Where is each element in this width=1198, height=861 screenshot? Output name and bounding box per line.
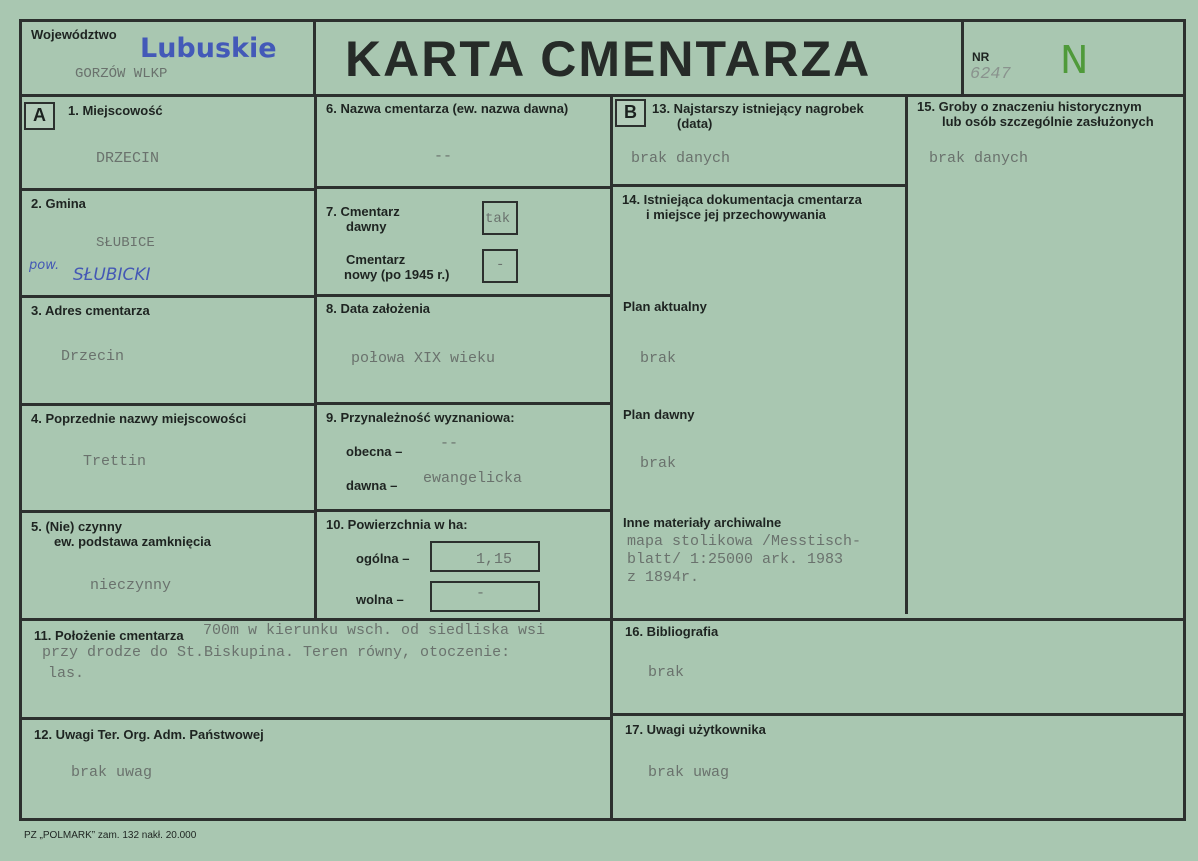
f8-label: 8. Data założenia [326, 301, 431, 316]
section-b-box: B [615, 99, 646, 127]
f10-label: 10. Powierzchnia w ha: [326, 517, 468, 532]
f11-label: 11. Położenie cmentarza [34, 628, 184, 643]
f9-dawna-label: dawna – [346, 478, 398, 493]
plan-aktualny-label: Plan aktualny [623, 299, 707, 314]
f10-ogolna-value: 1,15 [476, 551, 513, 568]
header-sep-1 [313, 19, 316, 97]
f16-label: 16. Bibliografia [625, 624, 719, 639]
printer-imprint: PZ „POLMARK” zam. 132 nakł. 20.000 [24, 830, 197, 841]
border-bottom [19, 818, 1185, 821]
f13-value: brak danych [631, 150, 731, 167]
f17-label: 17. Uwagi użytkownika [625, 722, 766, 737]
f9-obecna-label: obecna – [346, 444, 403, 459]
header-sep-2 [961, 19, 964, 97]
f9-obecna-value: -- [440, 435, 459, 452]
wojewodztwo-old: GORZÓW WLKP [75, 66, 168, 82]
f7-label-line1: 7. Cmentarz [326, 204, 400, 219]
f15-label-line2: lub osób szczególnie zasłużonych [942, 114, 1154, 129]
f16-value: brak [648, 664, 685, 681]
nr-label: NR [972, 50, 990, 64]
col-sep-1 [314, 94, 317, 620]
inne-label: Inne materiały archiwalne [623, 515, 782, 530]
plan-dawny-label: Plan dawny [623, 407, 695, 422]
plan-dawny-value: brak [640, 455, 677, 472]
f9-dawna-value: ewangelicka [423, 470, 523, 487]
f2-label: 2. Gmina [31, 196, 86, 211]
wojewodztwo-stamp: Lubuskie [140, 33, 277, 64]
f13-label-line2: (data) [677, 116, 713, 131]
f3-label: 3. Adres cmentarza [31, 303, 150, 318]
wojewodztwo-label: Województwo [31, 27, 117, 42]
f8-value: połowa XIX wieku [351, 350, 496, 367]
f7-nowy-value: - [496, 257, 505, 273]
f13-label-line1: 13. Najstarszy istniejący nagrobek [652, 101, 864, 116]
f10-ogolna-label: ogólna – [356, 551, 410, 566]
row-line-lower-right [610, 713, 1185, 716]
row-line-l1 [19, 188, 316, 191]
f10-wolna-label: wolna – [356, 592, 404, 607]
f5-value: nieczynny [90, 577, 172, 594]
f2-value: SŁUBICE [96, 235, 155, 251]
f4-label: 4. Poprzednie nazwy miejscowości [31, 411, 247, 426]
header-divider [19, 94, 1185, 97]
row-line-l4 [19, 510, 316, 513]
border-left [19, 19, 22, 821]
f1-label: 1. Miejscowość [68, 103, 163, 118]
row-line-lower-1 [19, 618, 1185, 621]
row-line-lower-left [19, 717, 612, 720]
inne-line2: blatt/ 1:25000 ark. 1983 [627, 551, 844, 568]
f17-value: brak uwag [648, 764, 730, 781]
section-a-box: A [24, 102, 55, 130]
plan-aktualny-value: brak [640, 350, 677, 367]
f12-value: brak uwag [71, 764, 153, 781]
row-line-l3 [19, 403, 316, 406]
f15-label-line1: 15. Groby o znaczeniu historycznym [917, 99, 1142, 114]
page-title: KARTA CMENTARZA [345, 31, 872, 87]
f7-label-line2: dawny [346, 219, 387, 234]
f6-label: 6. Nazwa cmentarza (ew. nazwa dawna) [326, 101, 569, 116]
f2-pow-value: SŁUBICKI [73, 265, 151, 285]
f6-value: -- [434, 148, 453, 165]
f9-label: 9. Przynależność wyznaniowa: [326, 410, 515, 425]
border-right [1183, 19, 1186, 821]
nr-value: 6247 [970, 65, 1011, 84]
f14-label-line2: i miejsce jej przechowywania [646, 207, 826, 222]
f12-label: 12. Uwagi Ter. Org. Adm. Państwowej [34, 727, 264, 742]
f11-line3: las. [48, 665, 85, 682]
col-sep-3 [905, 94, 908, 614]
f5-label-line2: ew. podstawa zamknięcia [54, 534, 212, 549]
col-sep-2 [610, 94, 613, 820]
f11-line1: 700m w kierunku wsch. od siedliska wsi [203, 622, 546, 639]
row-line-m1 [314, 186, 612, 189]
row-line-l2 [19, 295, 316, 298]
row-line-b1 [610, 184, 906, 187]
f10-wolna-value: - [476, 585, 486, 602]
row-line-m3 [314, 402, 612, 405]
f11-line2: przy drodze do St.Biskupina. Teren równy, otoczenie: [42, 644, 511, 661]
f5-label-line1: 5. (Nie) czynny [31, 519, 123, 534]
f15-value: brak danych [929, 150, 1029, 167]
f3-value: Drzecin [61, 348, 125, 365]
f14-label-line1: 14. Istniejąca dokumentacja cmentarza [622, 192, 862, 207]
border-top [19, 19, 1185, 22]
f7-nowy-line2: nowy (po 1945 r.) [344, 267, 450, 282]
f1-value: DRZECIN [96, 150, 160, 167]
nr-letter: N [1060, 38, 1089, 82]
f2-pow-prefix: pow. [29, 258, 60, 273]
row-line-m4 [314, 509, 612, 512]
f7-nowy-line1: Cmentarz [346, 252, 406, 267]
f4-value: Trettin [83, 453, 147, 470]
inne-line3: z 1894r. [627, 569, 700, 586]
row-line-m2 [314, 294, 612, 297]
f7-dawny-value: tak [485, 211, 511, 227]
inne-line1: mapa stolikowa /Messtisch- [627, 533, 862, 550]
